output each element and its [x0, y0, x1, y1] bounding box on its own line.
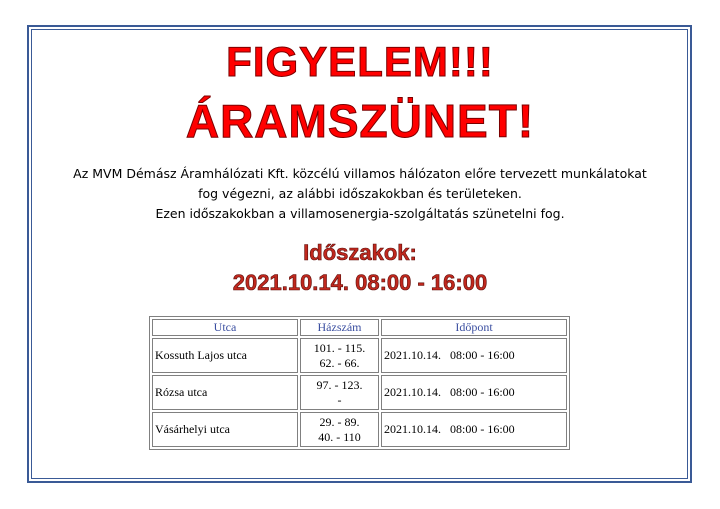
house-range: - [337, 392, 342, 407]
street-cell: Kossuth Lajos utca [152, 338, 298, 373]
time-cell: 2021.10.14. 08:00 - 16:00 [381, 338, 567, 373]
street-cell: Rózsa utca [152, 375, 298, 410]
house-range: 40. - 110 [318, 429, 361, 444]
notice-line: Ezen időszakokban a villamosenergia-szolgáltatás szünetelni fog. [155, 206, 565, 221]
house-range: 62. - 66. [319, 355, 360, 370]
time-cell: 2021.10.14. 08:00 - 16:00 [381, 412, 567, 447]
table-row [152, 412, 567, 447]
house-range: 101. - 115. [313, 340, 366, 355]
table-header-row [152, 319, 567, 336]
time-cell: 2021.10.14. 08:00 - 16:00 [381, 375, 567, 410]
periods-heading: Időszakok: [303, 240, 417, 265]
outage-title: ÁRAMSZÜNET! [185, 95, 535, 147]
outage-schedule-table [149, 316, 570, 450]
house-number-cell [300, 412, 379, 447]
notice-line: Az MVM Démász Áramhálózati Kft. közcélú villamos hálózaton előre tervezett munkálatokat [73, 166, 647, 181]
column-header-time: Időpont [381, 319, 567, 336]
table-row [152, 375, 567, 410]
column-header-house-number: Házszám [300, 319, 379, 336]
house-range: 29. - 89. [319, 414, 360, 429]
column-header-street: Utca [152, 319, 298, 336]
warning-title: FIGYELEM!!! [226, 38, 494, 85]
street-cell: Vásárhelyi utca [152, 412, 298, 447]
period-value: 2021.10.14. 08:00 - 16:00 [232, 270, 488, 295]
house-number-cell [300, 375, 379, 410]
house-range: 97. - 123. [316, 377, 363, 392]
house-number-cell [300, 338, 379, 373]
table-row [152, 338, 567, 373]
notice-text [0, 164, 720, 224]
notice-line: fog végezni, az alábbi időszakokban és területeken. [198, 186, 522, 201]
